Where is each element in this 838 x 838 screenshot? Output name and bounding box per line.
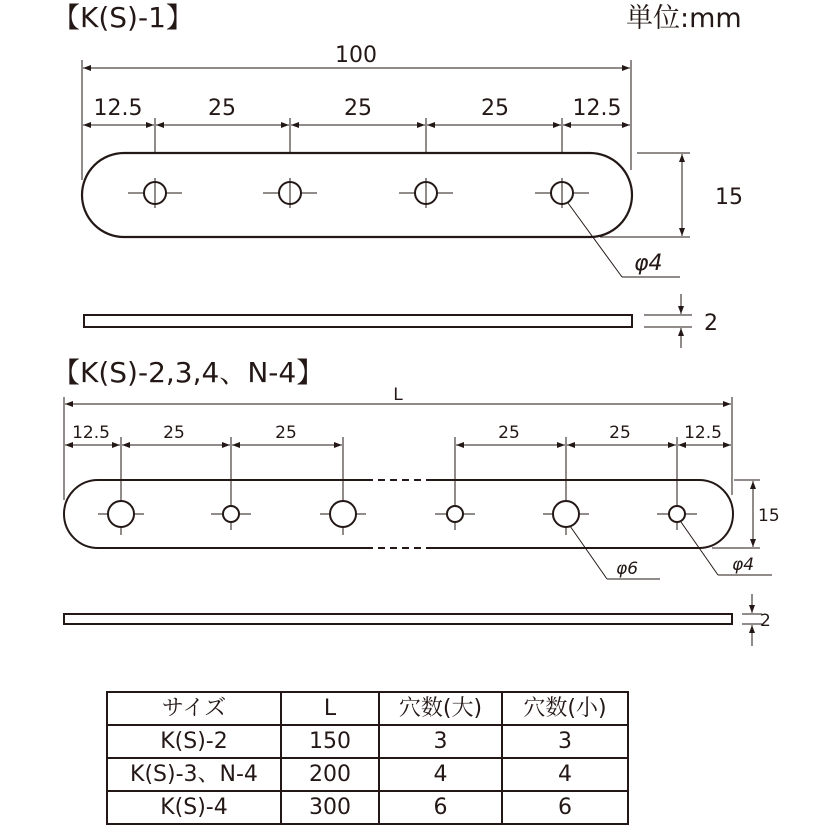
cell-size: K(S)-2: [107, 725, 281, 758]
seg-label: 12.5: [572, 96, 622, 121]
height-label: 15: [758, 506, 780, 526]
dim-total-label: L: [393, 385, 403, 405]
thickness-label: 2: [760, 611, 771, 631]
cell-size: K(S)-4: [107, 791, 281, 824]
seg-label: 25: [481, 96, 509, 121]
hole-large: [98, 501, 144, 527]
seg-label: 25: [208, 96, 236, 121]
part2-title: 【K(S)-2,3,4、N-4】: [52, 356, 325, 389]
seg-label: 25: [163, 423, 185, 443]
table-row: [107, 725, 628, 758]
part1-side-view: [84, 294, 718, 348]
header-length: L: [281, 692, 379, 725]
cell-holes-small: 3: [502, 725, 628, 758]
unit-label: 単位:mm: [626, 3, 742, 34]
spec-table: [106, 691, 629, 825]
dim-total-label: 100: [335, 43, 377, 68]
side-plate: [64, 614, 732, 624]
hole-small: [435, 506, 475, 522]
table-row: [107, 758, 628, 791]
hole-large: [543, 501, 589, 527]
cell-holes-large: 3: [379, 725, 502, 758]
seg-label: 25: [609, 423, 631, 443]
seg-label: 12.5: [93, 96, 143, 121]
cell-holes-small: 4: [502, 758, 628, 791]
cell-holes-small: 6: [502, 791, 628, 824]
thickness-label: 2: [704, 311, 718, 336]
part2-top-view: [64, 385, 780, 579]
hole-small: [211, 506, 251, 522]
cell-length: 300: [281, 791, 379, 824]
seg-label: 12.5: [684, 423, 722, 443]
side-plate: [84, 315, 632, 327]
cell-holes-large: 4: [379, 758, 502, 791]
seg-label: 25: [275, 423, 297, 443]
header-holes-small: 穴数(小): [502, 692, 628, 725]
header-size: サイズ: [107, 692, 281, 725]
part2-side-view: [64, 594, 771, 646]
cell-length: 150: [281, 725, 379, 758]
seg-label: 25: [344, 96, 372, 121]
cell-length: 200: [281, 758, 379, 791]
hole-large: [320, 501, 366, 527]
part1-title: 【K(S)-1】: [52, 1, 194, 34]
seg-label: 12.5: [72, 423, 110, 443]
hole-small-label: φ4: [732, 555, 755, 575]
hole-large-label: φ6: [616, 559, 639, 579]
hole-diameter-label: φ4: [634, 251, 663, 276]
leader-line: [570, 526, 607, 579]
header-holes-large: 穴数(大): [379, 692, 502, 725]
cell-size: K(S)-3、N-4: [107, 758, 281, 791]
table-row: [107, 791, 628, 824]
cell-holes-large: 6: [379, 791, 502, 824]
table-header-row: [107, 692, 628, 725]
seg-label: 25: [498, 423, 520, 443]
hole-small: [657, 506, 697, 522]
part1-top-view: [82, 43, 743, 277]
height-label: 15: [715, 185, 743, 210]
